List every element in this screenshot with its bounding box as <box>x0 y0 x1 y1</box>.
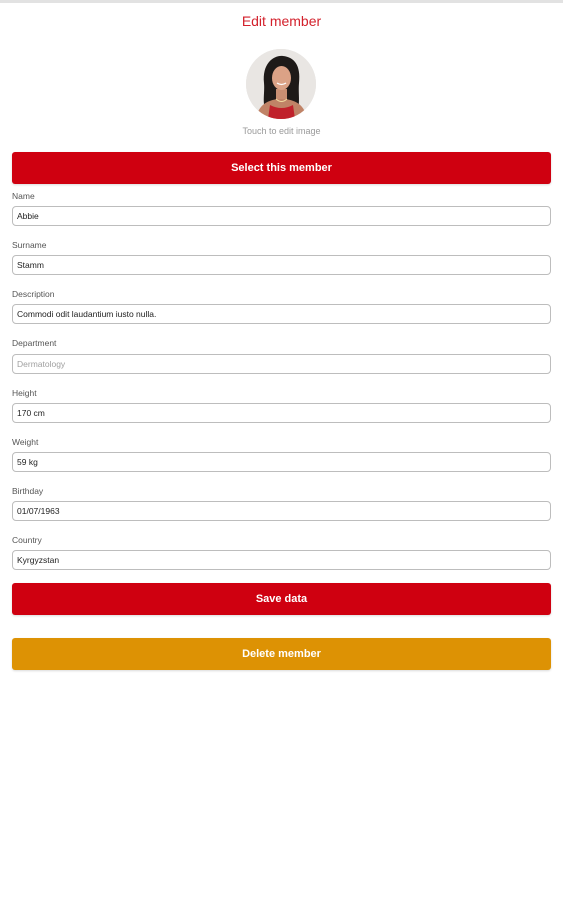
name-label: Name <box>12 191 35 201</box>
country-field[interactable] <box>12 550 551 570</box>
profile-photo <box>246 49 316 119</box>
name-field[interactable] <box>12 206 551 226</box>
birthday-field[interactable] <box>12 501 551 521</box>
delete-member-button[interactable]: Delete member <box>12 638 551 670</box>
birthday-label: Birthday <box>12 486 44 496</box>
weight-field[interactable] <box>12 452 551 472</box>
weight-label: Weight <box>12 437 39 447</box>
avatar[interactable] <box>246 49 316 119</box>
surname-field[interactable] <box>12 255 551 275</box>
description-field[interactable] <box>12 304 551 324</box>
surname-label: Surname <box>12 240 47 250</box>
top-divider <box>0 0 563 3</box>
edit-image-hint: Touch to edit image <box>242 126 321 136</box>
page-title: Edit member <box>241 13 322 29</box>
description-label: Description <box>12 289 55 299</box>
save-button[interactable]: Save data <box>12 583 551 615</box>
height-field[interactable] <box>12 403 551 423</box>
select-member-button[interactable]: Select this member <box>12 152 551 184</box>
country-label: Country <box>12 535 42 545</box>
height-label: Height <box>12 388 37 398</box>
department-label: Department <box>12 338 57 348</box>
department-field[interactable] <box>12 354 551 374</box>
